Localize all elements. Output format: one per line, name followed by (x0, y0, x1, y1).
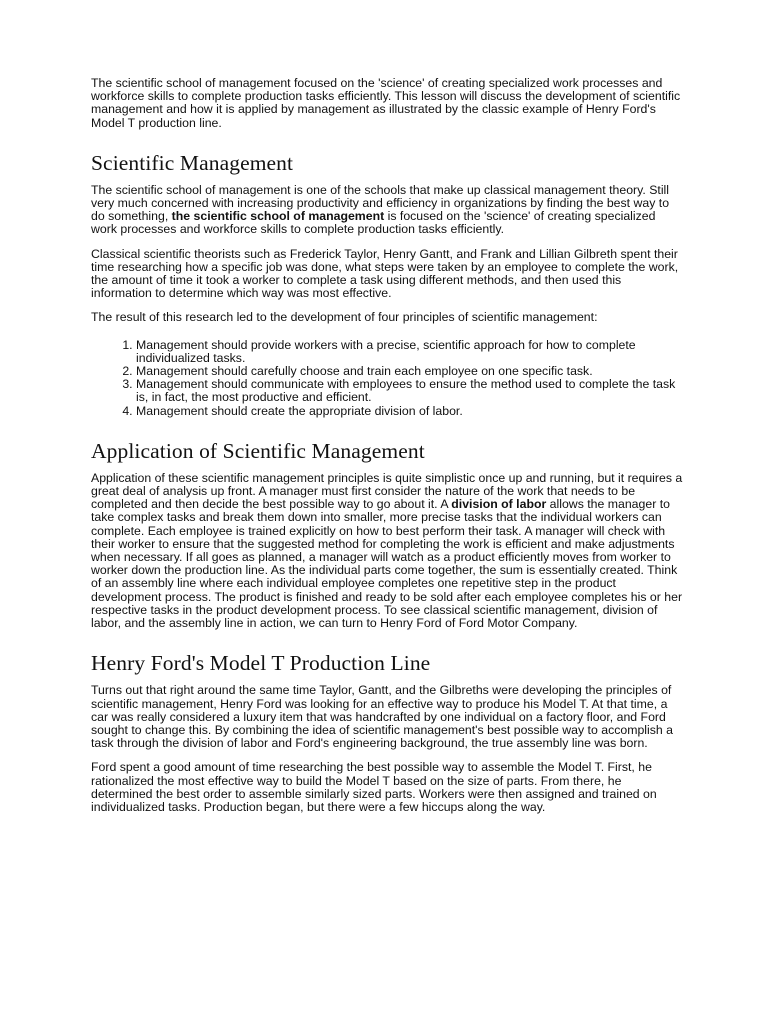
principle-item: 3. Management should communicate with employees to ensure the method used to complete the task is, in fact, the most productive and efficient. (136, 378, 683, 404)
scientific-management-paragraph-2: Classical scientific theorists such as Frederick Taylor, Henry Gantt, and Frank and Lillian Gilbreth spent their time researching how a specific job was done, what steps were taken by an employee to complete the work, the amount of time it took a worker to complete a task using different methods, and then used this information to determine which way was most effective. (91, 246, 679, 301)
section-heading-model-t: Henry Ford's Model T Production Line (91, 651, 431, 676)
paragraph-text: allows the manager to take complex tasks and break them down into smaller, more precise tasks that the individual workers can complete. Each employee is trained explicitly on how to best perform their task. A manager will check with their worker to ensure that the suggested method for completing the work is efficient and make adjustments when necessary. If all goes as planned, a manager will watch as a product efficiently moves from worker to worker down the production line. As the individual parts come together, the sum is essentially created. Think of an assembly line where each individual employee completes one repetitive step in the product development process. The product is finished and ready to be sold after each employee completes his or her respective tasks in the product development process. To see classical scientific management, division of labor, and the assembly line in action, we can turn to Henry Ford of Ford Motor Company. (91, 497, 683, 631)
intro-paragraph: The scientific school of management focused on the 'science' of creating specialized work processes and workforce skills to complete production tasks efficiently. This lesson will discuss the development of scientific management and how it is applied by management as illustrated by the classic example of Henry Ford's Model T production line. (91, 76, 681, 130)
model-t-paragraph-2: Ford spent a good amount of time researching the best possible way to assemble the Model T. First, he rationalized the most effective way to build the Model T based on the size of parts. From there, he determined the best order to assemble similarly sized parts. Workers were then assigned and trained on individualized tasks. Production began, but there were a few hiccups along the way. (91, 760, 657, 814)
scientific-management-paragraph-3: The result of this research led to the development of four principles of scientific management: (91, 310, 598, 325)
paragraph-text: is focused on the 'science' of creating specialized work processes and workforce skills to complete production tasks efficiently. (91, 209, 656, 237)
principle-item: 1. Management should provide workers with a precise, scientific approach for how to complete individualized tasks. (136, 339, 683, 365)
scientific-management-paragraph-1 (91, 184, 683, 237)
bold-term-scientific-school: the scientific school of management (171, 209, 385, 224)
principle-item: 2. Management should carefully choose and train each employee on one specific task. (136, 365, 683, 378)
paragraph-text: Application of these scientific management principles is quite simplistic once up and running, but it requires a great deal of analysis up front. A manager must first consider the nature of the work that needs to be completed and then decide the best possible way to go about it. A (91, 470, 683, 512)
document-page (91, 77, 683, 825)
paragraph-text: The scientific school of management is one of the schools that make up classical management theory. Still very much concerned with increasing productivity and efficiency in organizations by finding the best way to do something, (91, 182, 670, 224)
principles-list (91, 339, 683, 418)
bold-term-division-of-labor: division of labor (451, 497, 547, 512)
model-t-paragraph-1: Turns out that right around the same time Taylor, Gantt, and the Gilbreths were developing the principles of scientific management, Henry Ford was looking for an effective way to produce his Model T. At that time, a car was really considered a luxury item that was handcrafted by one individual on a factory floor, and Ford sought to change this. By combining the idea of scientific management's best possible way to accomplish a task through the division of labor and Ford's engineering background, the true assembly line was born. (91, 683, 673, 751)
section-heading-scientific-management: Scientific Management (91, 150, 294, 175)
principle-item: 4. Management should create the appropriate division of labor. (136, 405, 683, 418)
section-heading-application: Application of Scientific Management (91, 438, 425, 463)
application-paragraph (91, 472, 683, 630)
